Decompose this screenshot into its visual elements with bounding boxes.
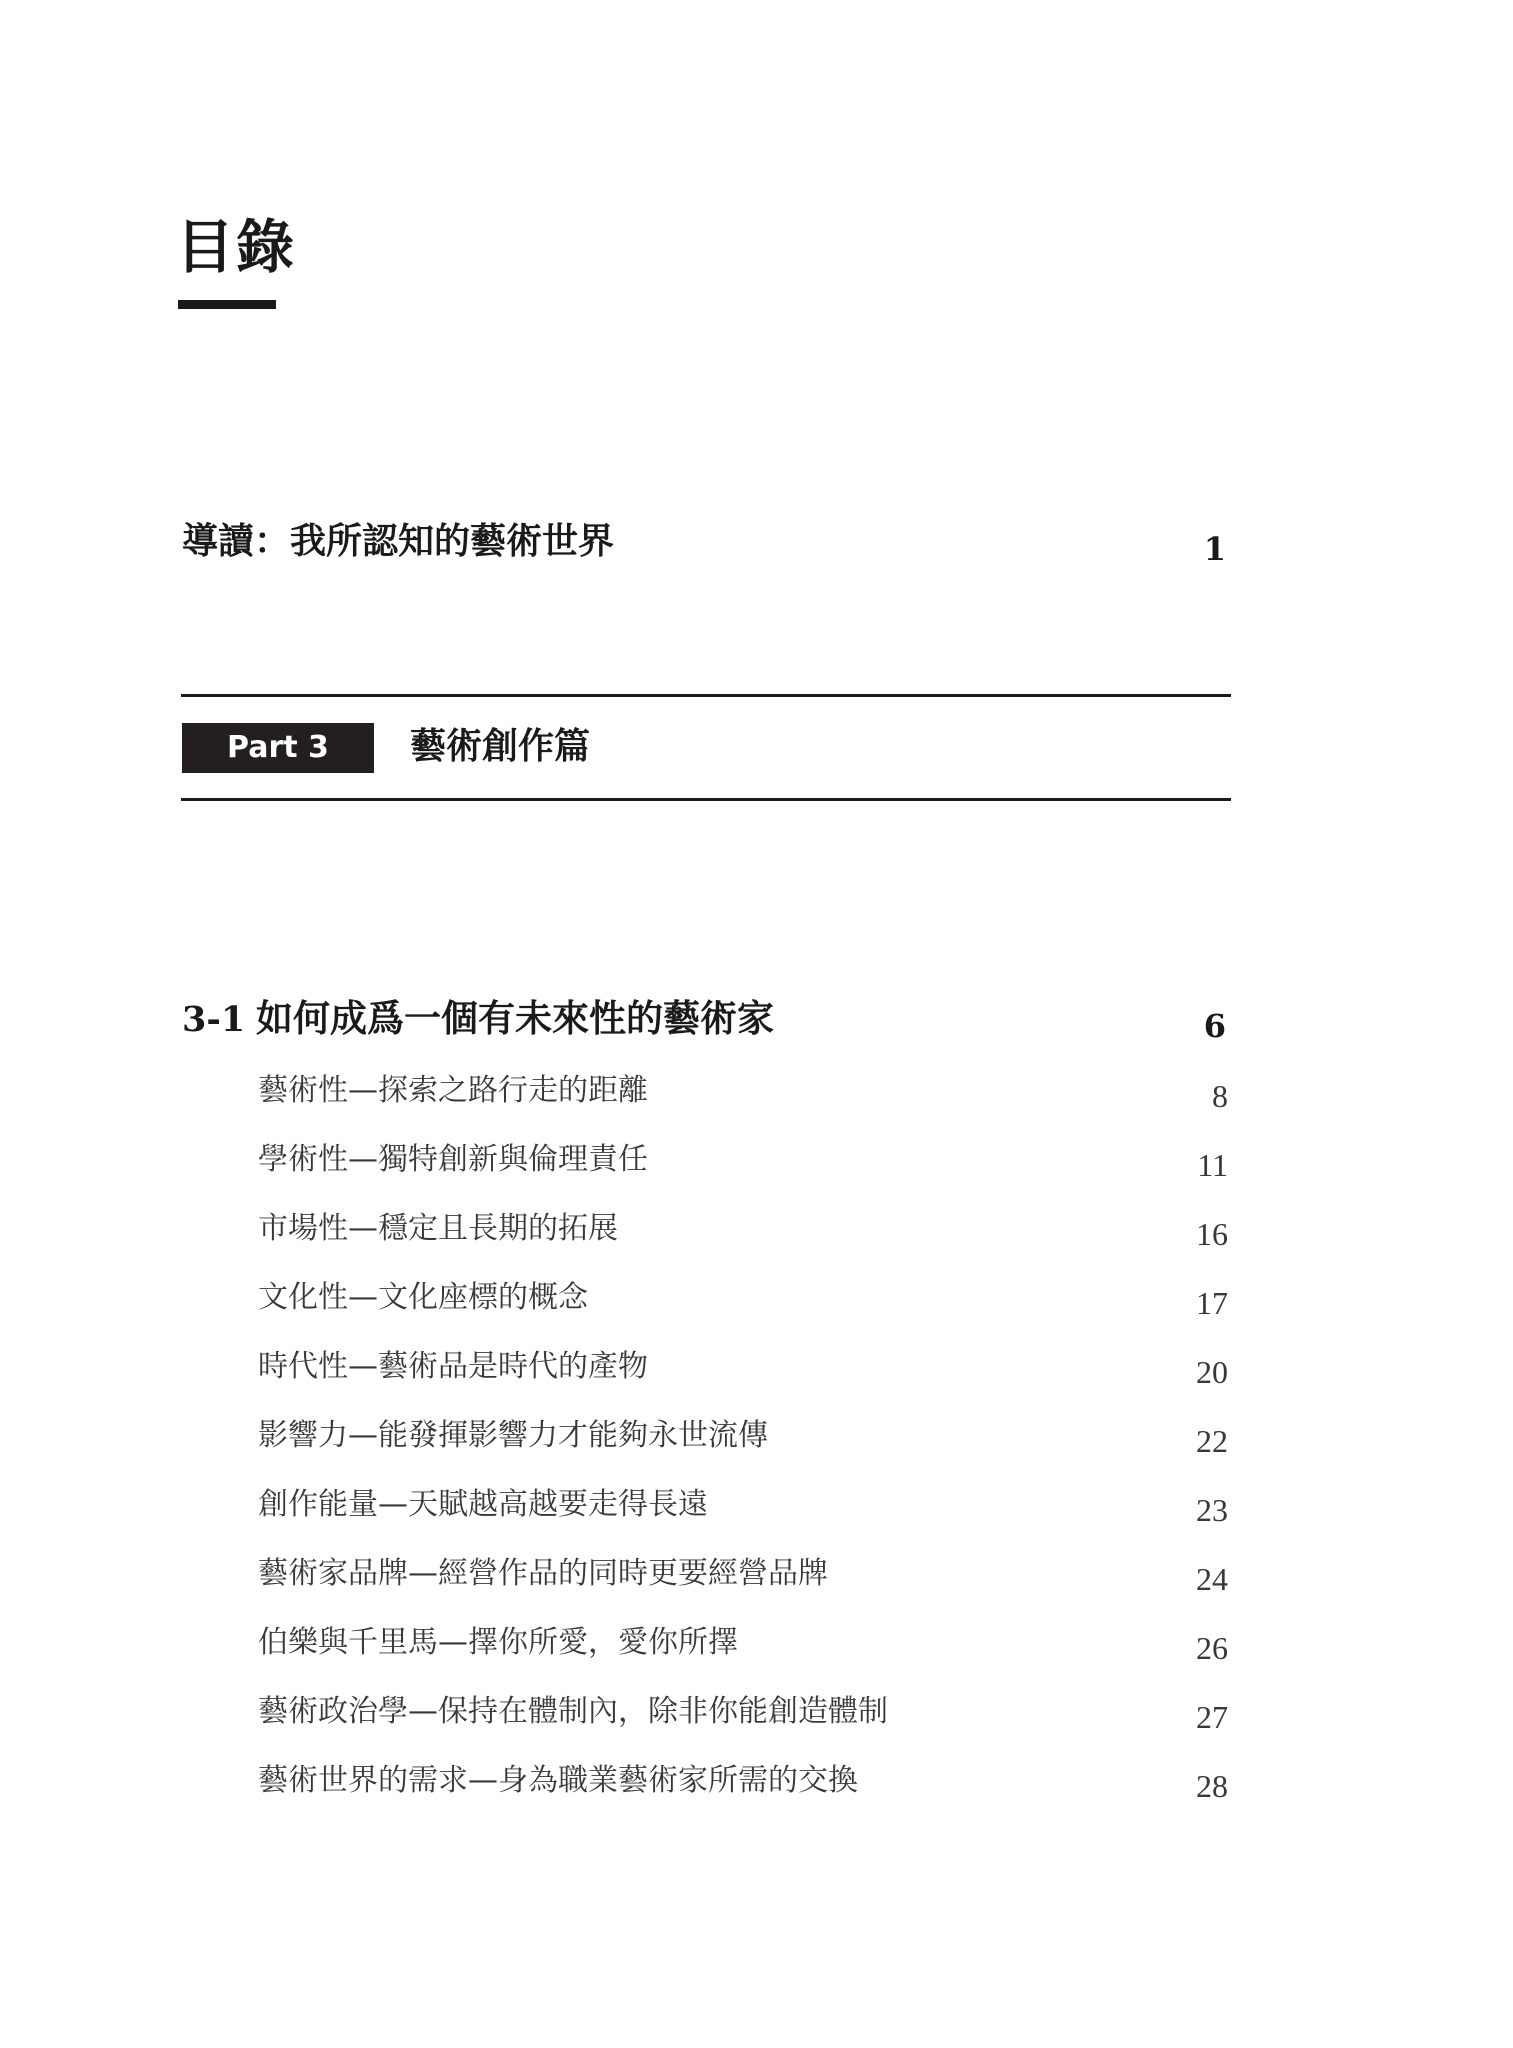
intro-title[interactable]: 導讀：我所認知的藝術世界 [182, 520, 615, 562]
chapter-title[interactable]: 如何成爲一個有未來性的藝術家 [256, 996, 774, 1040]
toc-entry-list [258, 1068, 1228, 1827]
toc-entry[interactable] [258, 1137, 1228, 1206]
toc-entry-label: 市場性—穩定且長期的拓展 [258, 1211, 618, 1246]
title-underline [178, 300, 276, 309]
toc-entry[interactable] [258, 1620, 1228, 1689]
toc-entry[interactable] [258, 1758, 1228, 1827]
toc-entry[interactable] [258, 1413, 1228, 1482]
part-title[interactable]: 藝術創作篇 [410, 725, 591, 767]
toc-entry-page: 27 [1196, 1699, 1228, 1735]
part-badge: Part 3 [182, 723, 374, 773]
toc-entry[interactable] [258, 1275, 1228, 1344]
toc-entry[interactable] [258, 1482, 1228, 1551]
toc-entry-page: 17 [1196, 1285, 1228, 1321]
toc-entry-label: 藝術性—探索之路行走的距離 [258, 1073, 648, 1108]
toc-entry-page: 23 [1196, 1492, 1228, 1528]
toc-entry-page: 8 [1212, 1078, 1228, 1114]
toc-entry-label: 藝術世界的需求—身為職業藝術家所需的交換 [258, 1763, 858, 1798]
toc-entry-label: 藝術政治學—保持在體制內，除非你能創造體制 [258, 1694, 888, 1729]
toc-entry-label: 影響力—能發揮影響力才能夠永世流傳 [258, 1418, 768, 1453]
toc-entry-page: 22 [1196, 1423, 1228, 1459]
toc-entry-page: 11 [1197, 1147, 1228, 1183]
toc-entry[interactable] [258, 1068, 1228, 1137]
toc-entry-page: 20 [1196, 1354, 1228, 1390]
toc-entry[interactable] [258, 1206, 1228, 1275]
toc-entry[interactable] [258, 1689, 1228, 1758]
toc-entry-label: 藝術家品牌—經營作品的同時更要經營品牌 [258, 1556, 828, 1591]
toc-entry-label: 學術性—獨特創新與倫理責任 [258, 1142, 648, 1177]
toc-entry-page: 28 [1196, 1768, 1228, 1804]
part-divider-bottom [181, 798, 1231, 801]
page-title: 目錄 [176, 213, 297, 281]
toc-entry-page: 24 [1196, 1561, 1228, 1597]
toc-entry-label: 創作能量—天賦越高越要走得長遠 [258, 1487, 708, 1522]
toc-entry[interactable] [258, 1344, 1228, 1413]
part-divider-top [181, 694, 1231, 697]
toc-entry[interactable] [258, 1551, 1228, 1620]
chapter-page-number[interactable]: 6 [1203, 1007, 1226, 1045]
toc-entry-page: 16 [1196, 1216, 1228, 1252]
chapter-number: 3-1 [182, 999, 246, 1040]
toc-entry-label: 時代性—藝術品是時代的產物 [258, 1349, 648, 1384]
toc-entry-label: 伯樂與千里馬—擇你所愛，愛你所擇 [258, 1625, 738, 1660]
intro-page-number[interactable]: 1 [1203, 530, 1226, 568]
toc-entry-page: 26 [1196, 1630, 1228, 1666]
toc-entry-label: 文化性—文化座標的概念 [258, 1280, 588, 1315]
